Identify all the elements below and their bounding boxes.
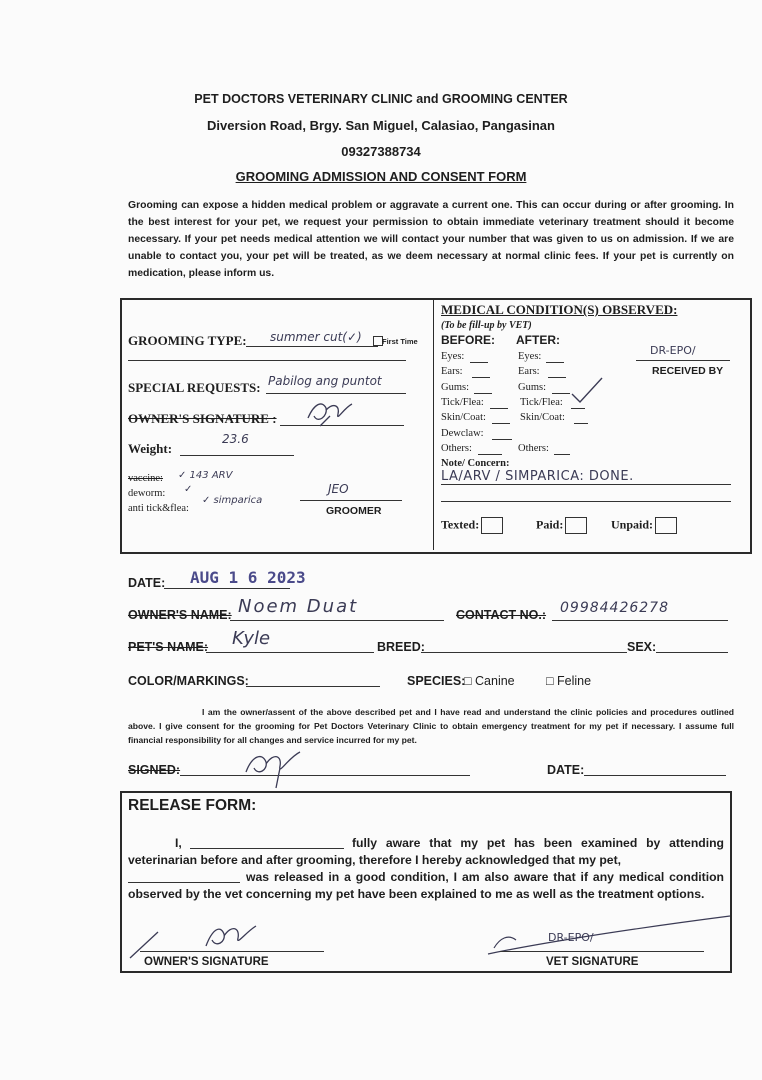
owner-name-value[interactable]: Noem Duat [238,596,359,617]
texted-checkbox[interactable] [481,517,503,534]
date-line [164,588,290,589]
weight-label: Weight: [128,441,173,456]
cond-before-gums-line [474,393,492,394]
species-canine[interactable]: □ Canine [464,674,515,688]
medical-title: MEDICAL CONDITION(S) OBSERVED: [441,302,678,317]
release-vet-signature-scribble [486,912,732,962]
cond-before-ears-line [472,377,490,378]
received-by-value[interactable]: DR-EPO/ [650,344,696,357]
date-stamp[interactable]: AUG 1 6 2023 [190,568,306,587]
weight-line [180,455,294,456]
release-owner-label: OWNER'S SIGNATURE [144,956,269,968]
unpaid-field[interactable] [611,517,677,534]
cond-before-skincoat: Skin/Coat: [441,412,486,423]
cond-after-others: Others: [518,443,549,454]
medical-subtitle: (To be fill-up by VET) [441,320,532,331]
cond-before-gums: Gums: [441,382,470,393]
cond-after-others-line [554,454,570,455]
vaccine-value[interactable]: ✓ 143 ARV [178,470,233,481]
cond-after-gums-line [552,393,570,394]
grooming-type-line [246,346,378,347]
note-line-1 [441,484,731,485]
breed-label: BREED: [377,640,425,654]
note-value[interactable]: LA/ARV / SIMPARICA: DONE. [441,469,634,484]
cond-after-skincoat-line [574,423,588,424]
species-feline[interactable]: □ Feline [546,674,592,688]
signed-signature-scribble [236,742,306,790]
clinic-address: Diversion Road, Brgy. San Miguel, Calasiao, Pangasinan [207,118,555,133]
note-line-2 [441,501,731,502]
weight-value[interactable]: 23.6 [222,432,249,446]
cond-after-ears-line [548,377,566,378]
clinic-phone: 09327388734 [341,144,421,159]
signed-date-label: DATE: [547,763,585,777]
grooming-type-value[interactable]: summer cut(✓) [270,330,362,344]
vaccine-label: vaccine: [128,473,163,484]
signed-label: SIGNED: [128,763,181,777]
cond-before-dewclaw-line [492,439,512,440]
release-owner-signature-scribble [128,912,268,960]
clinic-name: PET DOCTORS VETERINARY CLINIC and GROOMING CENTER [194,92,568,106]
texted-label: Texted: [441,517,480,532]
pet-name-value[interactable]: Kyle [232,628,271,649]
cond-before-eyes-line [470,362,488,363]
cond-before-tickflea: Tick/Flea: [441,397,484,408]
color-line [246,686,380,687]
contact-line [552,620,728,621]
paid-field[interactable] [536,517,587,534]
cond-before-skincoat-line [492,423,510,424]
groomer-line [300,500,402,501]
release-i-label: I, [175,836,182,850]
owner-signature-label: OWNER'S SIGNATURE : [128,411,277,426]
intro-paragraph: Grooming can expose a hidden medical problem or aggravate a current one. This can occur during or after grooming. In the best interest for your pet, we request your permission to obtain immediate veterinary treatment should it become necessary. If your pet needs medical attention we will contact your number that was given to us on admission. If we are unable to contact you, your pet will be treated, as we deem necessary at normal clinic fees. If your pet is currently on medication, please inform us. [128,200,734,279]
deworm-label: deworm: [128,488,166,499]
cond-after-gums: Gums: [518,382,547,393]
release-text-2: was released in a good condition, I am also aware that if any medical condition observed by the vet concerning my pet have been explained to me as well as the treatment options. [128,870,724,901]
release-owner-line [140,951,324,952]
form-title: GROOMING ADMISSION AND CONSENT FORM [235,169,527,184]
groomer-value[interactable]: JEO [328,482,349,496]
cond-after-tickflea: Tick/Flea: [520,397,563,408]
pet-name-label: PET'S NAME: [128,640,209,654]
release-vet-signature-value[interactable]: DR-EPO/ [548,931,594,944]
after-label: AFTER: [516,333,560,347]
check-mark-icon [570,376,604,406]
received-by-label: RECEIVED BY [652,365,724,377]
special-requests-value[interactable]: Pabilog ang puntot [268,374,382,388]
consent-paragraph: I am the owner/assent of the above described pet and I have read and understand the clinic policies and procedures outlined above. I give consent for the grooming for Pet Doctors Veterinary Clinic to obtain emergency treatment for my pet if necessary. I assume full financial responsibility for all changes and service incurred for my pet. [128,707,734,745]
release-vet-line [500,951,704,952]
grooming-type-label: GROOMING TYPE: [128,333,247,348]
owner-name-line [230,620,444,621]
release-vet-label: VET SIGNATURE [546,956,639,968]
date-label: DATE: [128,576,166,590]
cond-before-others-line [478,454,502,455]
before-label: BEFORE: [441,333,495,347]
signed-line [180,775,470,776]
signed-date-line [584,775,726,776]
texted-field[interactable] [441,517,503,534]
cond-after-tickflea-line [571,408,585,409]
cond-before-tickflea-line [490,408,508,409]
pet-name-line [206,652,374,653]
color-label: COLOR/MARKINGS: [128,674,249,688]
cond-before-others: Others: [441,443,472,454]
special-requests-label: SPECIAL REQUESTS: [128,380,261,395]
cond-before-dewclaw: Dewclaw: [441,428,484,439]
antitick-label: anti tick&flea: [128,503,189,514]
owner-name-label: OWNER'S NAME: [128,608,232,622]
deworm-value[interactable]: ✓ [184,484,193,495]
special-requests-line [266,393,406,394]
species-label: SPECIES: [407,674,466,688]
unpaid-label: Unpaid: [611,517,654,532]
paid-label: Paid: [536,517,564,532]
paid-checkbox[interactable] [565,517,587,534]
groomer-label: GROOMER [326,505,382,517]
owner-signature-scribble [300,396,360,428]
antitick-value[interactable]: ✓ simparica [202,495,263,506]
release-title: RELEASE FORM: [128,797,257,814]
cond-before-eyes: Eyes: [441,351,465,362]
sex-line [656,652,728,653]
release-text-1: fully aware that my pet has been examined by attending veterinarian before and after grooming, therefore I hereby acknowledged that my pet, [128,836,724,867]
box-divider [433,300,434,550]
cond-before-ears: Ears: [441,366,463,377]
note-label: Note/ Concern: [441,458,510,469]
breed-line [421,652,627,653]
unpaid-checkbox[interactable] [655,517,677,534]
first-time-label: First Time [382,337,418,346]
contact-value[interactable]: 09984426278 [560,600,669,616]
grooming-type-line-2 [128,360,406,361]
sex-label: SEX: [627,640,657,654]
contact-label: CONTACT NO.: [456,608,547,622]
cond-after-eyes: Eyes: [518,351,542,362]
cond-after-ears: Ears: [518,366,540,377]
received-by-line [636,360,730,361]
cond-after-skincoat: Skin/Coat: [520,412,565,423]
cond-after-eyes-line [546,362,564,363]
